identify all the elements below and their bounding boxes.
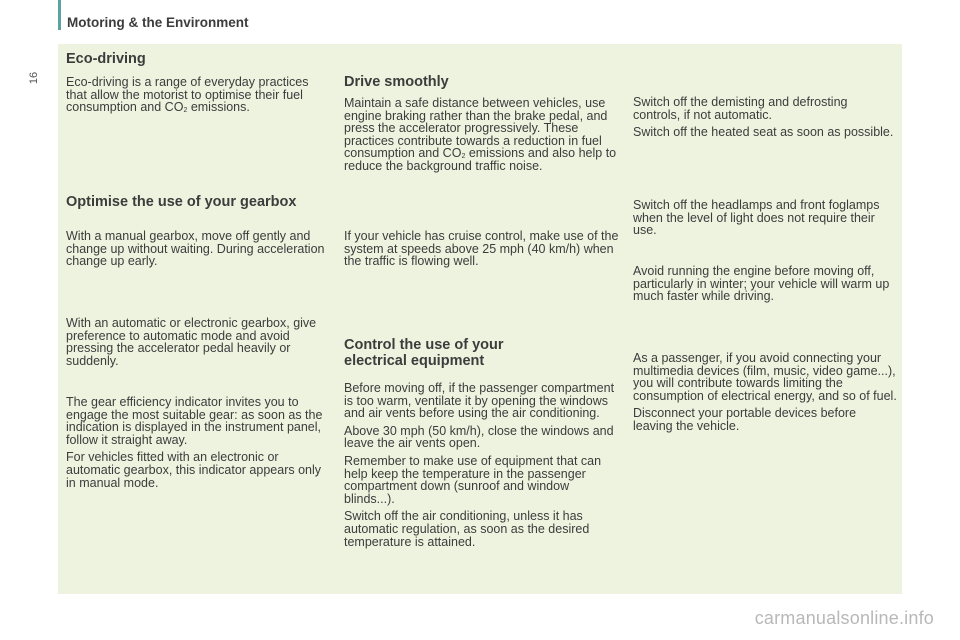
electrical-paragraph-windows: Above 30 mph (50 km/h), close the windows and leave the air vents open. [344,423,614,451]
gearbox-text-1-wrap [66,230,331,273]
engine-warmup-wrap [633,265,898,308]
eco-driving-intro: Eco-driving is a range of everyday practices that allow the motorist to optimise their fuel consumption and $CO_2$ emissions. [66,75,309,115]
demisting-paragraph: Switch off the demisting and defrosting controls, if not automatic. [633,95,848,122]
drive-smoothly-section [344,74,619,178]
portable-devices-paragraph: Disconnect your portable devices before leaving the vehicle. [633,406,857,433]
multimedia-paragraph: As a passenger, if you avoid connecting your multimedia devices (film, music, video game...), you will contribute towards limiting the consumption of electrical energy, and so of fuel. [633,351,897,403]
gearbox-text-3-wrap [66,396,331,494]
headlamps-paragraph: Switch off the headlamps and front foglamps when the level of light does not require their use. [633,198,880,238]
electrical-paragraph-ventilate: Before moving off, if the passenger compartment is too warm, ventilate it by opening the windows and air vents before using the air conditioning. [344,381,615,421]
demisting-wrap [633,96,898,144]
gearbox-paragraph-indicator-mode: For vehicles fitted with an electronic or automatic gearbox, this indicator appears only in manual mode. [66,450,322,490]
headlamps-wrap [633,199,898,242]
electrical-paragraph-air-conditioning: Switch off the air conditioning, unless it has automatic regulation, as soon as the desired temperature is attained. [344,509,590,549]
engine-warmup-paragraph: Avoid running the engine before moving off, particularly in winter; your vehicle will warm up much faster while driving. [633,264,890,304]
drive-smoothly-heading: Drive smoothly [344,74,449,90]
gearbox-heading: Optimise the use of your gearbox [66,194,297,210]
page-number: 16 [28,71,41,85]
electrical-heading: Control the use of your electrical equipment [344,337,504,369]
header-accent-bar [58,0,61,30]
cruise-control-wrap [344,230,619,273]
gearbox-text-2-wrap [66,317,331,372]
gearbox-paragraph-indicator: The gear efficiency indicator invites you to engage the most suitable gear: as soon as the indication is displayed in the instrument panel, follow it straight away. [66,395,323,447]
heated-seat-paragraph: Switch off the heated seat as soon as possible. [633,125,894,140]
gearbox-paragraph-automatic: With an automatic or electronic gearbox, give preference to automatic mode and avoid pressing the accelerator pedal heavily or suddenly. [66,316,317,368]
multimedia-wrap [633,352,898,438]
electrical-paragraph-temperature: Remember to make use of equipment that can help keep the temperature in the passenger compartment down (sunroof and window blinds...). [344,453,602,506]
eco-driving-section [66,51,331,119]
gearbox-section [66,194,331,210]
electrical-section [344,337,619,553]
eco-driving-heading: Eco-driving [66,51,146,67]
section-title: Motoring & the Environment [67,15,249,30]
drive-smoothly-paragraph: Maintain a safe distance between vehicles, use engine braking rather than the brake pedal, and press the accelerator progressively. These practices contribute towards a reduction in fuel consumption and $CO_2$ emissions and also help to reduce the background traffic noise. [344,96,617,173]
gearbox-paragraph-manual: With a manual gearbox, move off gently and change up without waiting. During acceleration change up early. [66,229,325,269]
watermark: carmanualsonline.info [754,608,934,628]
cruise-control-paragraph: If your vehicle has cruise control, make use of the system at speeds above 25 mph (40 km/h) when the traffic is flowing well. [344,229,619,269]
